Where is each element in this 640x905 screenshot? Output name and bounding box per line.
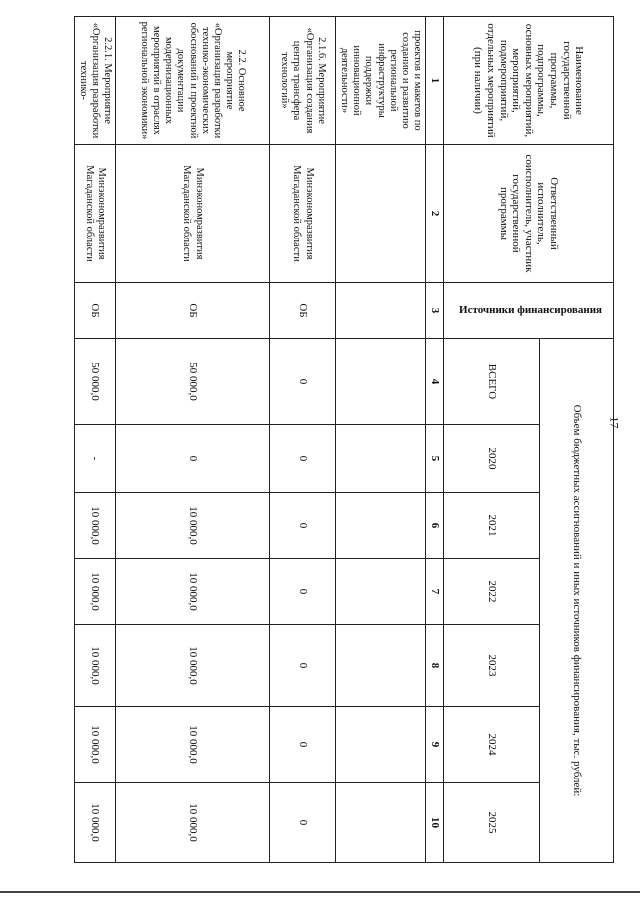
row-value-2022 — [336, 559, 426, 625]
row-responsible — [336, 145, 426, 283]
row-responsible: Минэкономразвития Магаданской области — [74, 145, 115, 283]
row-value-total — [336, 339, 426, 425]
row-name: 2.2.1. Мероприятие «Организация разработки технико- — [74, 17, 115, 145]
header-year-2024: 2024 — [444, 707, 540, 783]
row-source — [336, 283, 426, 339]
row-value-2024: 0 — [270, 707, 336, 783]
header-year-2022: 2022 — [444, 559, 540, 625]
header-row-1 — [540, 17, 614, 863]
table-row — [270, 17, 336, 863]
table-row — [74, 17, 115, 863]
row-value-2024: 10 000,0 — [116, 707, 270, 783]
row-value-2025: 0 — [270, 783, 336, 863]
table-row — [116, 17, 270, 863]
header-year-2025: 2025 — [444, 783, 540, 863]
row-source: ОБ — [74, 283, 115, 339]
row-value-2022: 10 000,0 — [74, 559, 115, 625]
row-value-2022: 10 000,0 — [116, 559, 270, 625]
row-value-2020 — [336, 425, 426, 493]
row-responsible: Минэкономразвития Магаданской области — [270, 145, 336, 283]
column-number: 6 — [426, 493, 444, 559]
table-row — [336, 17, 426, 863]
row-name: проектов и макетов по созданию и развитию региональной инфраструктуры поддержки инновационной деятельности» — [336, 17, 426, 145]
column-number: 2 — [426, 145, 444, 283]
row-value-2020: - — [74, 425, 115, 493]
rotated-page — [52, 16, 614, 862]
row-name: 2.2. Основное мероприятие «Организация разработки технико-экономических обоснований и проектной документации модернизационных мероприятий в отраслях региональной экономики» — [116, 17, 270, 145]
row-value-2023: 10 000,0 — [116, 625, 270, 707]
header-year-2023: 2023 — [444, 625, 540, 707]
row-value-total: 50 000,0 — [74, 339, 115, 425]
header-col-name: Наименование государственной программы, подпрограммы, основных мероприятий, мероприятий, подмероприятий, отдельных мероприятий (при наличии) — [444, 17, 614, 145]
row-value-2024 — [336, 707, 426, 783]
column-number: 8 — [426, 625, 444, 707]
page-number: 17 — [607, 416, 622, 429]
column-number: 10 — [426, 783, 444, 863]
row-value-total: 0 — [270, 339, 336, 425]
column-number: 3 — [426, 283, 444, 339]
header-year-2021: 2021 — [444, 493, 540, 559]
row-value-2021: 0 — [270, 493, 336, 559]
row-value-2022: 0 — [270, 559, 336, 625]
row-value-2025: 10 000,0 — [74, 783, 115, 863]
row-value-2020: 0 — [270, 425, 336, 493]
column-number: 1 — [426, 17, 444, 145]
row-value-2025: 10 000,0 — [116, 783, 270, 863]
row-value-2023: 0 — [270, 625, 336, 707]
row-value-2023: 10 000,0 — [74, 625, 115, 707]
row-responsible: Минэкономразвития Магаданской области — [116, 145, 270, 283]
row-name: 2.1.6. Мероприятие «Организация создания центра трансфера технологий» — [270, 17, 336, 145]
column-number: 5 — [426, 425, 444, 493]
row-value-2020: 0 — [116, 425, 270, 493]
row-value-2023 — [336, 625, 426, 707]
row-value-2021 — [336, 493, 426, 559]
column-number-row — [426, 17, 444, 863]
column-number: 9 — [426, 707, 444, 783]
row-source: ОБ — [116, 283, 270, 339]
row-source: ОБ — [270, 283, 336, 339]
page-bottom-rule — [0, 891, 640, 893]
header-col-source-label: Источники финансирования — [458, 304, 602, 317]
row-value-2021: 10 000,0 — [116, 493, 270, 559]
row-value-total: 50 000,0 — [116, 339, 270, 425]
budget-table — [74, 16, 614, 863]
header-col-source — [444, 283, 614, 339]
header-year-total: ВСЕГО — [444, 339, 540, 425]
header-year-2020: 2020 — [444, 425, 540, 493]
header-col-responsible: Ответственный исполнитель, соисполнитель, участник государственной программы — [444, 145, 614, 283]
row-value-2021: 10 000,0 — [74, 493, 115, 559]
header-funding-group: Объем бюджетных ассигнований и иных источников финансирования, тыс. рублей: — [540, 339, 614, 863]
row-value-2025 — [336, 783, 426, 863]
column-number: 7 — [426, 559, 444, 625]
column-number: 4 — [426, 339, 444, 425]
row-value-2024: 10 000,0 — [74, 707, 115, 783]
